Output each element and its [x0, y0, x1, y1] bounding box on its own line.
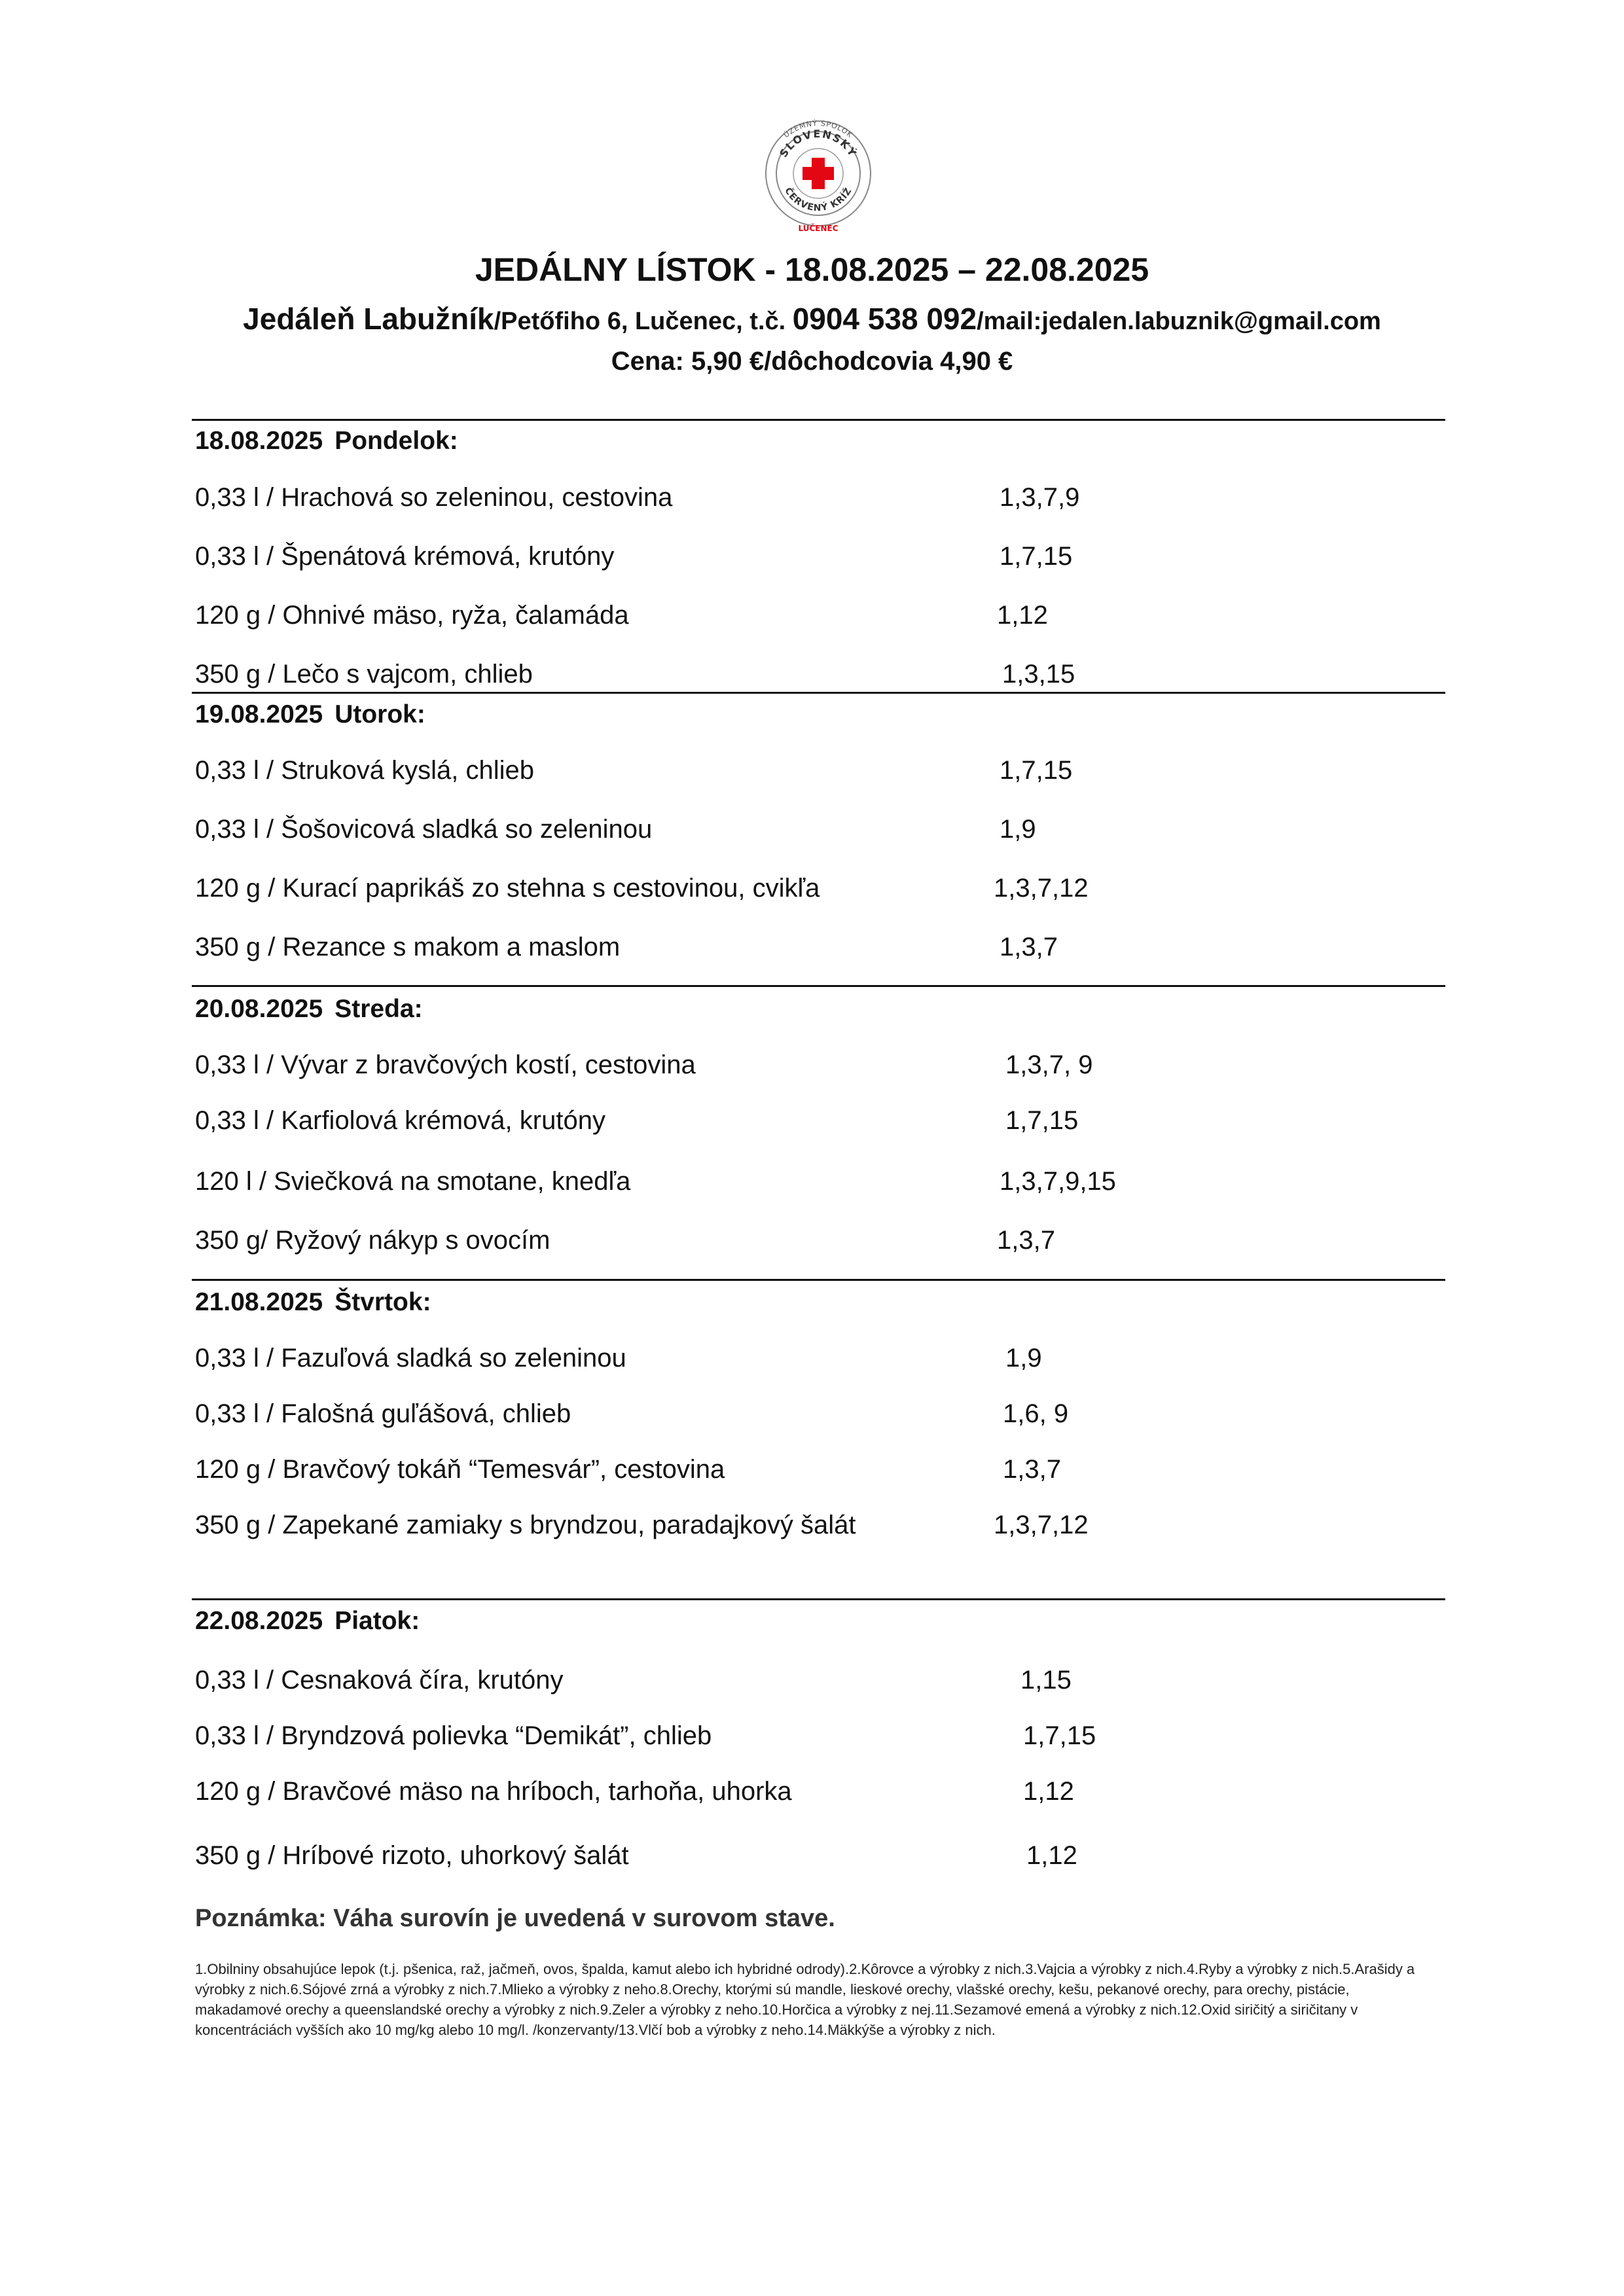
price-line: Cena: 5,90 €/dôchodcovia 4,90 € — [611, 347, 1013, 376]
allergens: 1,9 — [1000, 815, 1036, 844]
allergens: 1,6, 9 — [1003, 1399, 1069, 1428]
svg-text:ČERVENÝ KRÍŽ — [782, 185, 854, 213]
red-cross-seal-icon — [756, 108, 880, 236]
allergens: 1,7,15 — [1005, 1106, 1079, 1135]
menu-item: 0,33 l / Fazuľová sladká so zeleninou — [195, 1344, 626, 1372]
allergens: 1,3,7,12 — [994, 1511, 1089, 1539]
menu-item: 120 g / Bravčové mäso na hríboch, tarhoňa, uhorka — [195, 1777, 792, 1806]
allergens: 1,3,7 — [1000, 933, 1058, 961]
menu-item: 0,33 l / Hrachová so zeleninou, cestovina — [195, 483, 673, 512]
day-date: 19.08.2025 — [195, 700, 323, 728]
menu-item: 0,33 l / Karfiolová krémová, krutóny — [195, 1106, 605, 1135]
allergens: 1,3,7,9,15 — [1000, 1167, 1116, 1196]
menu-item: 0,33 l / Vývar z bravčových kostí, cestovina — [195, 1050, 696, 1079]
separator-line — [192, 419, 1445, 421]
menu-item: 350 g / Lečo s vajcom, chlieb — [195, 660, 533, 689]
weight-note: Poznámka: Váha surovín je uvedená v surovom stave. — [195, 1905, 835, 1932]
menu-item: 0,33 l / Špenátová krémová, krutóny — [195, 542, 615, 571]
separator-line — [192, 985, 1445, 987]
allergens: 1,7,15 — [1000, 756, 1073, 785]
menu-item: 350 g/ Ryžový nákyp s ovocím — [195, 1226, 550, 1255]
day-date: 20.08.2025 — [195, 995, 323, 1023]
separator-line — [192, 1598, 1445, 1600]
allergens: 1,12 — [997, 601, 1048, 630]
allergens: 1,3,7 — [1003, 1455, 1061, 1484]
logo-city: LUČENEC — [798, 224, 839, 233]
allergens: 1,7,15 — [1023, 1721, 1096, 1750]
allergens: 1,12 — [1023, 1777, 1074, 1806]
day-name: Utorok: — [334, 700, 425, 728]
red-cross-logo — [756, 108, 880, 236]
menu-item: 120 g / Kurací paprikáš zo stehna s cestovinou, cvikľa — [195, 874, 820, 903]
cross-horizontal — [803, 167, 834, 180]
restaurant-mail: /mail:jedalen.labuznik@gmail.com — [977, 308, 1381, 335]
day-heading-wednesday — [195, 995, 423, 1024]
day-date: 18.08.2025 — [195, 427, 323, 455]
menu-item: 0,33 l / Falošná guľášová, chlieb — [195, 1399, 571, 1428]
day-heading-thursday — [195, 1288, 431, 1317]
allergens: 1,7,15 — [1000, 542, 1073, 571]
restaurant-info — [0, 301, 1624, 336]
menu-title: JEDÁLNY LÍSTOK - 18.08.2025 – 22.08.2025 — [475, 251, 1149, 288]
restaurant-address: /Petőfiho 6, Lučenec, t.č. — [494, 308, 793, 335]
menu-item: 120 g / Ohnivé mäso, ryža, čalamáda — [195, 601, 629, 630]
day-heading-monday — [195, 427, 458, 456]
allergens: 1,9 — [1005, 1344, 1042, 1372]
allergens: 1,3,15 — [1002, 660, 1075, 689]
day-name: Piatok: — [334, 1607, 420, 1635]
day-name: Štvrtok: — [334, 1288, 431, 1316]
allergens: 1,3,7, 9 — [1005, 1050, 1093, 1079]
day-heading-tuesday — [195, 700, 425, 729]
restaurant-name: Jedáleň Labužník — [243, 302, 494, 336]
menu-item: 0,33 l / Bryndzová polievka “Demikát”, chlieb — [195, 1721, 712, 1750]
separator-line — [192, 692, 1445, 694]
allergens: 1,3,7,12 — [994, 874, 1089, 903]
day-name: Streda: — [334, 995, 423, 1023]
menu-item: 350 g / Hríbové rizoto, uhorkový šalát — [195, 1841, 629, 1870]
day-heading-friday — [195, 1607, 420, 1636]
menu-item: 350 g / Zapekané zamiaky s bryndzou, paradajkový šalát — [195, 1511, 856, 1539]
allergens: 1,3,7 — [997, 1226, 1055, 1255]
menu-item: 0,33 l / Struková kyslá, chlieb — [195, 756, 535, 785]
day-name: Pondelok: — [334, 427, 458, 455]
menu-item: 120 g / Bravčový tokáň “Temesvár”, cestovina — [195, 1455, 725, 1484]
menu-item: 350 g / Rezance s makom a maslom — [195, 933, 621, 961]
allergens: 1,15 — [1020, 1666, 1072, 1695]
logo-ring-top: SLOVENSKÝ — [777, 127, 859, 160]
menu-item: 120 l / Sviečková na smotane, knedľa — [195, 1167, 631, 1196]
allergen-legend: 1.Obilniny obsahujúce lepok (t.j. pšenica, raž, jačmeň, ovos, špalda, kamut alebo ich hybridné odrody).2.Kôrovce a výrobky z nich.3.Vajcia a výrobky z nich.4.Ryby a výrobky z nich.5.Arašidy a výrobky z nich.6.Sójové zrná a výrobky z nich.7.Mlieko a výrobky z neho.8.Orechy, ktorými sú mandle, lieskové orechy, vlašské orechy, kešu, pekanové orechy, para orechy, pistácie, makadamové orechy a queenslandské orechy a výrobky z nich.9.Zeler a výrobky z neho.10.Horčica a výrobky z nej.11.Sezamové emená a výrobky z nich.12.Oxid siričitý a siričitany v koncentráciách vyšších ako 10 mg/kg alebo 10 mg/l. /konzervanty/13.Vlčí bob a výrobky z neho.14.Mäkkýše a výrobky z nich. — [195, 1961, 1415, 2038]
day-date: 21.08.2025 — [195, 1288, 323, 1316]
separator-line — [192, 1279, 1445, 1281]
restaurant-phone: 0904 538 092 — [792, 302, 977, 336]
allergens: 1,3,7,9 — [1000, 483, 1080, 512]
allergens: 1,12 — [1026, 1841, 1077, 1870]
logo-top-text: ÚZEMNÝ SPOLOK — [782, 118, 855, 140]
menu-item: 0,33 l / Šošovicová sladká so zeleninou — [195, 815, 653, 844]
day-date: 22.08.2025 — [195, 1607, 323, 1635]
menu-item: 0,33 l / Cesnaková číra, krutóny — [195, 1666, 564, 1695]
logo-ring-bottom: ČERVENÝ KRÍŽ — [782, 185, 854, 214]
